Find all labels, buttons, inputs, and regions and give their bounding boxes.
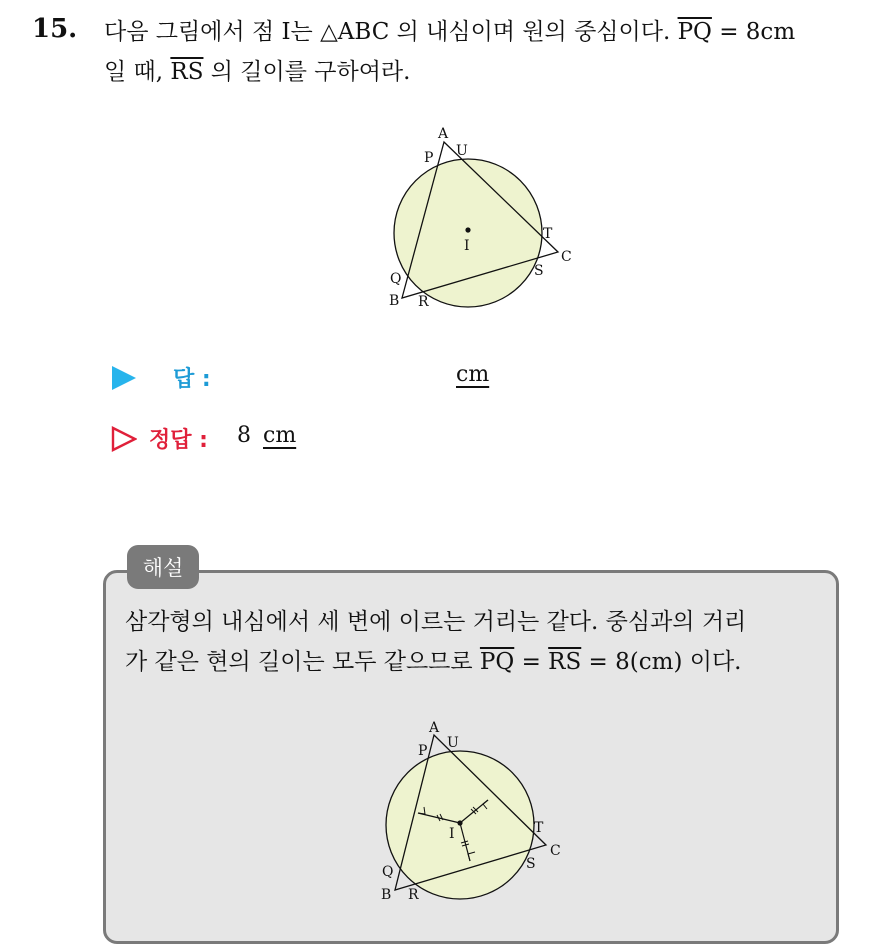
label-r: R [418,294,429,310]
label-c: C [550,843,561,859]
segment-rs: $\overline{RS}$ [170,59,204,85]
explanation-tag: 해설 [127,545,199,589]
segment-rs-expl: $\overline{RS}$ [548,649,582,675]
label-i: I [464,238,470,254]
incenter-point [457,820,462,825]
label-a: A [438,126,449,142]
explanation-eq-1: = [514,649,549,675]
label-p: P [424,150,434,166]
question-line-2 [104,56,410,88]
correct-label: 정답 : [149,428,208,453]
segment-pq: $\overline{PQ}$ [677,19,712,45]
explanation-line-1: 삼각형의 내심에서 세 변에 이르는 거리는 같다. 중심과의 거리 [125,609,747,635]
label-t: T [543,226,553,242]
label-q: Q [382,864,394,880]
segment-pq-expl: $\overline{PQ}$ [479,649,515,675]
label-s: S [534,263,544,279]
label-u: U [456,143,468,159]
explanation-text-2a: 가 같은 현의 길이는 모두 같으므로 [125,649,480,675]
label-c: C [561,249,572,265]
answer-label: 답 : [173,367,211,392]
label-t: T [534,820,544,836]
label-p: P [418,743,428,759]
outline-arrow-icon [111,426,137,452]
label-r: R [408,887,419,903]
answer-unit[interactable]: cm [456,362,490,387]
question-text-1b: = 8cm [711,19,796,45]
explanation-line-2 [125,646,741,678]
label-q: Q [390,271,402,287]
label-b: B [389,293,400,309]
question-text-1a: 다음 그림에서 점 I는 △ABC 의 내심이며 원의 중심이다. [104,19,678,45]
label-i: I [449,826,455,842]
question-text-2a: 일 때, [104,59,171,85]
explanation-figure [360,715,590,915]
problem-figure [370,120,600,320]
question-line-1 [104,16,795,48]
question-text-2b: 의 길이를 구하여라. [203,59,411,85]
play-arrow-icon [111,365,137,391]
question-number: 15. [32,14,78,44]
incenter-point [465,227,470,232]
label-b: B [381,887,392,903]
label-u: U [447,735,459,751]
inscribed-circle [394,159,542,307]
correct-value: 8 [237,423,251,448]
label-s: S [526,856,536,872]
label-a: A [429,720,440,736]
correct-unit: cm [263,423,297,448]
explanation-eq-2: = 8(cm) 이다. [581,649,742,675]
